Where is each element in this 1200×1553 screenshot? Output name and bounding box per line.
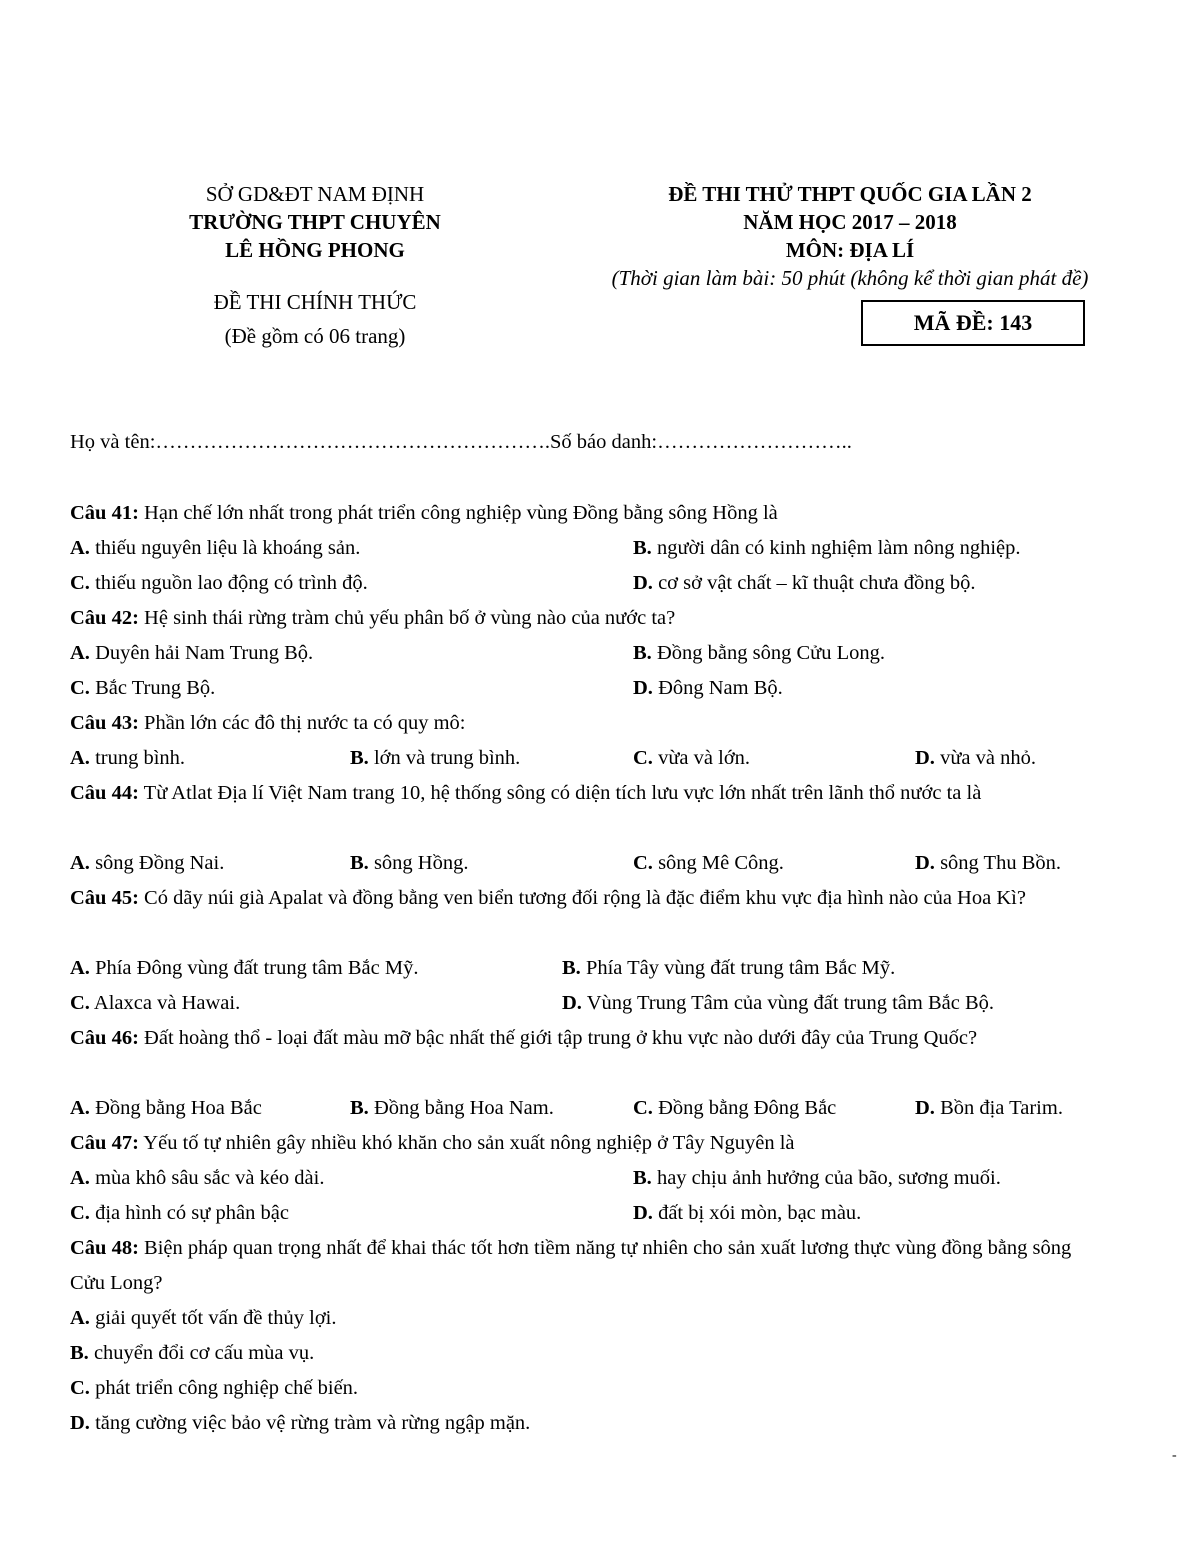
question-text: Hệ sinh thái rừng tràm chủ yếu phân bố ở vùng nào của nước ta?: [138, 607, 676, 629]
answer-option: [915, 741, 1036, 776]
option-text: Đồng bằng sông Cửu Long.: [651, 642, 885, 664]
option-letter: C.: [633, 1097, 653, 1119]
option-letter: C.: [70, 1377, 90, 1399]
option-text: phát triển công nghiệp chế biến.: [89, 1377, 359, 1399]
option-letter: A.: [70, 747, 90, 769]
answer-option: [70, 741, 185, 776]
option-letter: B.: [562, 957, 581, 979]
answer-option: [350, 741, 520, 776]
question-stem: [70, 881, 1100, 916]
option-text: Đồng bằng Hoa Nam.: [368, 1097, 554, 1119]
option-letter: D.: [633, 572, 653, 594]
option-letter: A.: [70, 1307, 90, 1329]
option-letter: C.: [70, 992, 90, 1014]
school-header: [150, 180, 480, 350]
question-text: Hạn chế lớn nhất trong phát triển công nghiệp vùng Đồng bằng sông Hồng là: [138, 502, 778, 524]
answer-option: [70, 846, 224, 881]
answer-option: [633, 1091, 836, 1126]
option-letter: A.: [70, 1097, 90, 1119]
answer-option: [633, 636, 885, 671]
answer-option: [70, 1301, 337, 1336]
question-number: Câu 42:: [70, 607, 139, 629]
question-number: Câu 45:: [70, 887, 139, 909]
option-text: sông Đồng Nai.: [89, 852, 225, 874]
option-letter: B.: [350, 747, 369, 769]
option-letter: B.: [633, 642, 652, 664]
answer-option: [633, 1161, 1001, 1196]
answer-option: [562, 951, 895, 986]
question-number: Câu 43:: [70, 712, 139, 734]
option-letter: D.: [915, 1097, 935, 1119]
option-text: sông Mê Công.: [652, 852, 784, 874]
option-letter: B.: [633, 537, 652, 559]
option-text: Đông Nam Bộ.: [652, 677, 783, 699]
answer-option: [633, 566, 976, 601]
answer-option: [562, 986, 994, 1021]
answer-option: [70, 951, 418, 986]
answer-option: [70, 1196, 289, 1231]
option-text: chuyển đổi cơ cấu mùa vụ.: [88, 1342, 315, 1364]
question-number: Câu 46:: [70, 1027, 139, 1049]
answer-option: [70, 531, 360, 566]
answer-option: [70, 986, 240, 1021]
question-number: Câu 41:: [70, 502, 139, 524]
option-text: thiếu nguồn lao động có trình độ.: [89, 572, 368, 594]
question-text: Đất hoàng thổ - loại đất màu mỡ bậc nhất thế giới tập trung ở khu vực nào dưới đây của Trung Quốc?: [138, 1027, 978, 1049]
option-letter: B.: [350, 1097, 369, 1119]
option-text: Bắc Trung Bộ.: [89, 677, 216, 699]
option-text: Bồn địa Tarim.: [934, 1097, 1063, 1119]
school-year: NĂM HỌC 2017 – 2018: [743, 210, 957, 234]
answer-option: [633, 741, 750, 776]
option-letter: C.: [70, 572, 90, 594]
question-text: Yếu tố tự nhiên gây nhiều khó khăn cho sản xuất nông nghiệp ở Tây Nguyên là: [138, 1132, 795, 1154]
option-text: Duyên hải Nam Trung Bộ.: [89, 642, 314, 664]
answer-option: [70, 566, 368, 601]
answer-option: [70, 1161, 324, 1196]
exam-code-box: MÃ ĐỀ: 143: [861, 300, 1085, 346]
option-letter: D.: [70, 1412, 90, 1434]
time-note: (Thời gian làm bài: 50 phút (không kể thời gian phát đề): [611, 266, 1089, 290]
question-stem: [70, 601, 1100, 636]
option-letter: C.: [70, 1202, 90, 1224]
subject: MÔN: ĐỊA LÍ: [785, 238, 915, 262]
school-name: TRƯỜNG THPT CHUYÊN: [189, 210, 441, 234]
answer-option: [915, 1091, 1063, 1126]
answer-option: [633, 671, 783, 706]
option-letter: A.: [70, 642, 90, 664]
question-text: Phần lớn các đô thị nước ta có quy mô:: [138, 712, 466, 734]
option-text: Phía Tây vùng đất trung tâm Bắc Mỹ.: [580, 957, 896, 979]
answer-option: [633, 531, 1021, 566]
option-letter: D.: [915, 747, 935, 769]
answer-option: [70, 1406, 530, 1441]
option-letter: D.: [562, 992, 582, 1014]
option-letter: A.: [70, 537, 90, 559]
option-text: trung bình.: [89, 747, 186, 769]
candidate-info-line: Họ và tên:………………………………………………….Số báo danh:………………………..: [70, 431, 852, 453]
answer-option: [70, 1091, 262, 1126]
corner-mark: -: [1172, 1448, 1177, 1463]
exam-title: ĐỀ THI THỬ THPT QUỐC GIA LẦN 2: [668, 182, 1032, 206]
option-letter: C.: [70, 677, 90, 699]
official-exam-label: ĐỀ THI CHÍNH THỨC: [213, 290, 417, 314]
option-text: Phía Đông vùng đất trung tâm Bắc Mỹ.: [89, 957, 419, 979]
question-text: Có dãy núi già Apalat và đồng bằng ven biển tương đối rộng là đặc điểm khu vực địa hình nào của Hoa Kì?: [138, 887, 1026, 909]
option-letter: D.: [633, 1202, 653, 1224]
answer-option: [70, 636, 313, 671]
option-text: sông Thu Bồn.: [934, 852, 1061, 874]
option-letter: B.: [350, 852, 369, 874]
option-text: thiếu nguyên liệu là khoáng sản.: [89, 537, 361, 559]
option-letter: C.: [633, 747, 653, 769]
option-text: địa hình có sự phân bậc: [89, 1202, 289, 1224]
question-text: Biện pháp quan trọng nhất để khai thác tốt hơn tiềm năng tự nhiên cho sản xuất lương thực vùng đồng bằng sông Cửu Long?: [70, 1237, 1072, 1294]
question-stem: [70, 776, 1100, 811]
answer-option: [70, 1371, 358, 1406]
answer-option: [70, 671, 215, 706]
question-stem: [70, 1126, 1100, 1161]
option-letter: C.: [633, 852, 653, 874]
option-text: sông Hồng.: [368, 852, 469, 874]
question-number: Câu 48:: [70, 1237, 139, 1259]
option-text: mùa khô sâu sắc và kéo dài.: [89, 1167, 325, 1189]
answer-option: [915, 846, 1061, 881]
option-text: Đồng bằng Hoa Bắc: [89, 1097, 262, 1119]
answer-option: [70, 1336, 314, 1371]
option-letter: B.: [633, 1167, 652, 1189]
option-text: Alaxca và Hawai.: [89, 992, 241, 1014]
option-letter: B.: [70, 1342, 89, 1364]
option-text: giải quyết tốt vấn đề thủy lợi.: [89, 1307, 337, 1329]
option-text: người dân có kinh nghiệm làm nông nghiệp.: [651, 537, 1021, 559]
option-text: Đồng bằng Đông Bắc: [652, 1097, 837, 1119]
option-text: Vùng Trung Tâm của vùng đất trung tâm Bắc Bộ.: [581, 992, 994, 1014]
option-text: cơ sở vật chất – kĩ thuật chưa đồng bộ.: [652, 572, 976, 594]
answer-option: [350, 1091, 554, 1126]
question-text: Từ Atlat Địa lí Việt Nam trang 10, hệ thống sông có diện tích lưu vực lớn nhất trên lãnh thổ nước ta là: [138, 782, 982, 804]
option-text: lớn và trung bình.: [368, 747, 521, 769]
answer-option: [633, 1196, 861, 1231]
option-text: vừa và nhỏ.: [934, 747, 1036, 769]
answer-option: [350, 846, 468, 881]
question-number: Câu 47:: [70, 1132, 139, 1154]
option-text: tăng cường việc bảo vệ rừng tràm và rừng ngập mặn.: [89, 1412, 531, 1434]
option-letter: A.: [70, 852, 90, 874]
option-text: đất bị xói mòn, bạc màu.: [652, 1202, 862, 1224]
exam-header: [570, 180, 1130, 292]
question-stem: [70, 706, 1100, 741]
question-number: Câu 44:: [70, 782, 139, 804]
school-name-line2: LÊ HỒNG PHONG: [225, 238, 405, 262]
option-letter: A.: [70, 1167, 90, 1189]
option-letter: D.: [633, 677, 653, 699]
answer-option: [633, 846, 784, 881]
page-count-note: (Đề gồm có 06 trang): [224, 324, 406, 348]
question-stem: [70, 1021, 1100, 1056]
question-stem: [70, 1231, 1100, 1301]
option-letter: A.: [70, 957, 90, 979]
department-name: SỞ GD&ĐT NAM ĐỊNH: [205, 182, 425, 206]
option-text: vừa và lớn.: [652, 747, 751, 769]
option-text: hay chịu ảnh hưởng của bão, sương muối.: [651, 1167, 1001, 1189]
option-letter: D.: [915, 852, 935, 874]
question-stem: [70, 496, 1100, 531]
